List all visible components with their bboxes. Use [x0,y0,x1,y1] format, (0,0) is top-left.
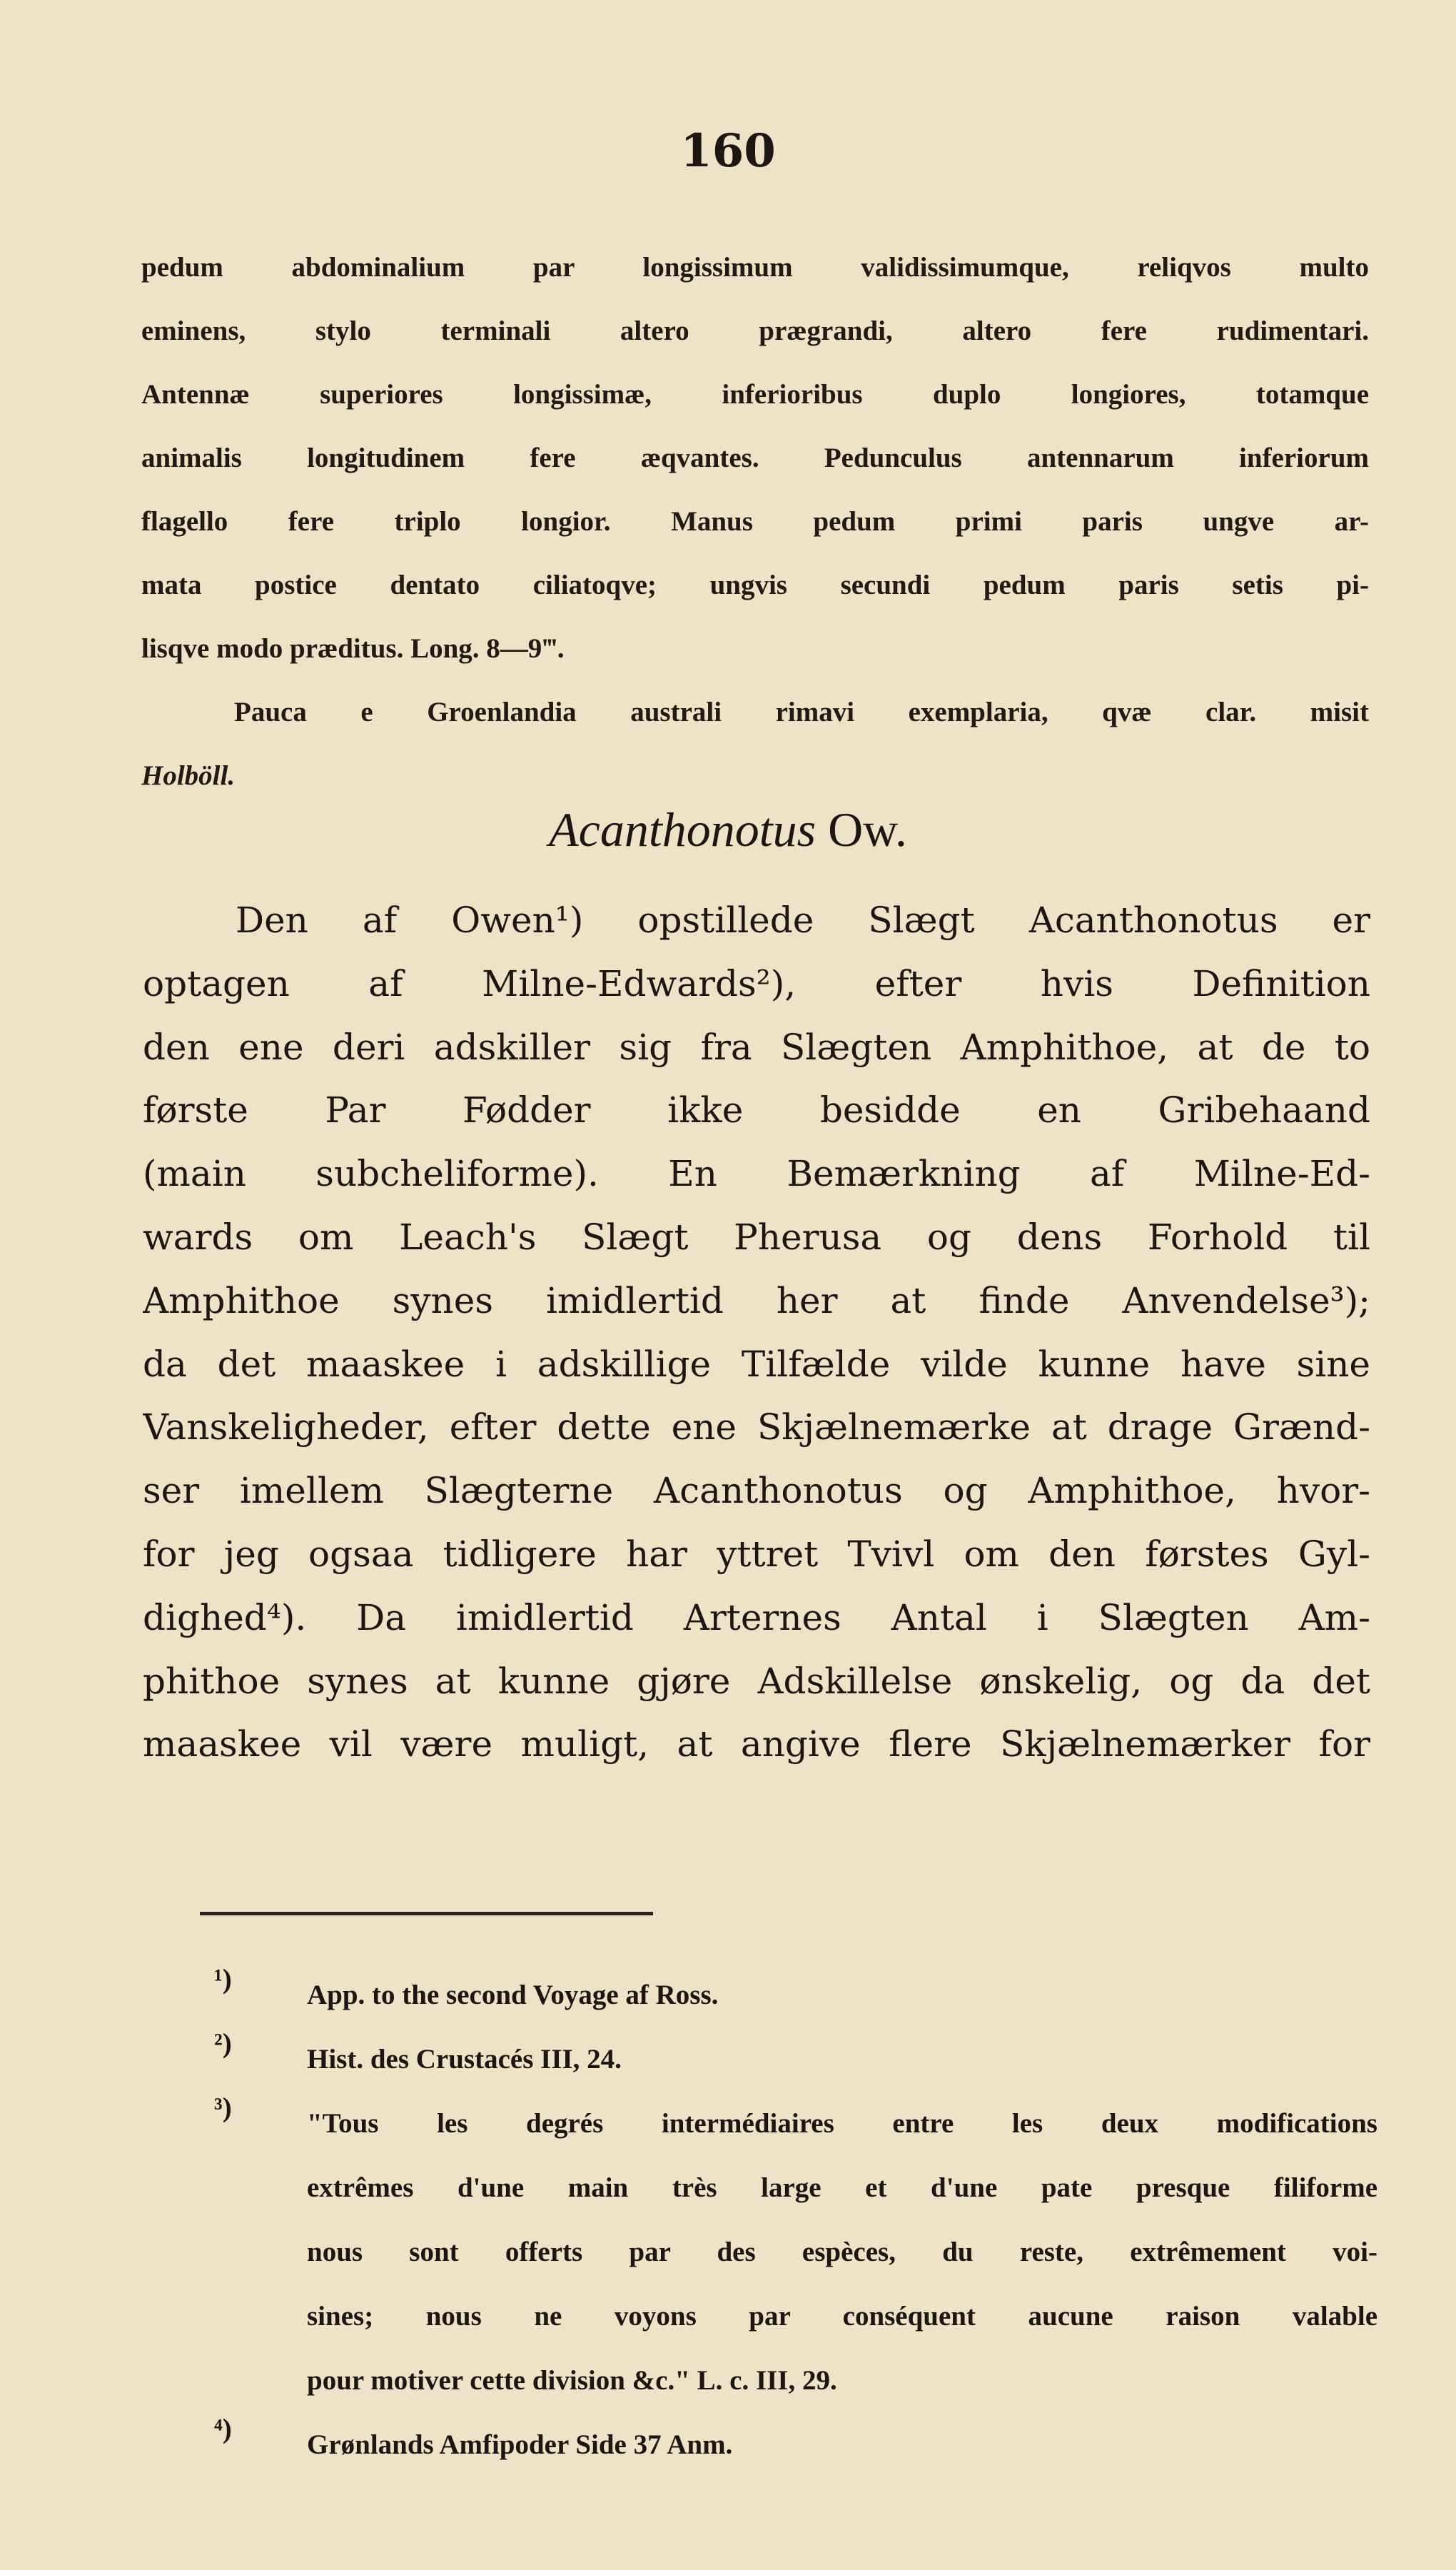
footnote-mark: ¹) [214,1964,232,1995]
section-title-authority: Ow. [828,802,907,857]
footnote-text: pour motiver cette division &c." L. c. III, 29. [307,2365,837,2396]
main-text-line: optagen af Milne-Edwards²), efter hvis Definition [143,962,1370,1004]
footnote-mark: ⁴) [214,2414,232,2444]
footnote-text: "Tous les degrés intermédiaires entre les deux modifications [307,2108,1377,2139]
main-text [143,889,1370,1776]
main-text-line: Amphithoe synes imidlertid her at finde Anvendelse³); [143,1279,1370,1321]
main-text-line: ser imellem Slægterne Acanthonotus og Amphithoe, hvor- [143,1470,1370,1512]
footnote-text: extrêmes d'une main très large et d'une pate presque filiforme [307,2172,1377,2203]
latin-line: eminens, stylo terminali altero prægrandi, altero fere rudimentari. [141,316,1369,346]
latin-line: lisqve modo præditus. Long. 8—9‴. [141,633,565,664]
main-text-line: (main subcheliforme). En Bemærkning af Milne-Ed- [143,1153,1370,1195]
main-text-line: for jeg ogsaa tidligere har yttret Tvivl om den førstes Gyl- [143,1533,1370,1575]
latin-line: Antennæ superiores longissimæ, inferioribus duplo longiores, totamque [141,379,1369,410]
main-text-line: den ene deri adskiller sig fra Slægten Amphithoe, at de to [143,1026,1370,1068]
latin-line: pedum abdominalium par longissimum validissimumque, reliqvos multo [141,252,1369,283]
latin-line: flagello fere triplo longior. Manus pedum primi paris ungve ar- [141,506,1369,537]
footnote-text: Hist. des Crustacés III, 24. [307,2044,622,2075]
footnote-text: sines; nous ne voyons par conséquent aucune raison valable [307,2301,1377,2332]
section-title [0,802,1456,857]
latin-line: mata postice dentato ciliatoqve; ungvis secundi pedum paris setis pi- [141,570,1369,600]
latin-line: animalis longitudinem fere æqvantes. Pedunculus antennarum inferiorum [141,443,1369,473]
footnote-3 [214,2092,1377,2413]
main-text-line: maaskee vil være muligt, at angive flere Skjælnemærker for [143,1723,1370,1765]
footnote-4 [214,2413,1377,2477]
footnote-text: nous sont offerts par des espèces, du reste, extrêmement voi- [307,2237,1377,2267]
main-text-line: Vanskeligheder, efter dette ene Skjælnemærke at drage Grænd- [143,1406,1370,1448]
footnote-divider [200,1912,653,1915]
page-number: 160 [680,124,776,178]
footnote-1 [214,1963,1377,2027]
footnote-mark: ²) [214,2028,232,2059]
footnote-text: Grønlands Amfipoder Side 37 Anm. [307,2429,733,2460]
latin-note-author: Holböll. [141,760,236,791]
latin-note-line: Pauca e Groenlandia australi rimavi exemplaria, qvæ clar. misit [234,697,1369,727]
main-text-line: da det maaskee i adskillige Tilfælde vilde kunne have sine [143,1343,1370,1385]
footnote-mark: ³) [214,2092,232,2123]
footnotes [214,1963,1377,2477]
main-text-line: dighed⁴). Da imidlertid Arternes Antal i Slægten Am- [143,1596,1370,1638]
footnote-text: App. to the second Voyage af Ross. [307,1980,719,2010]
main-text-line: Den af Owen¹) opstillede Slægt Acanthonotus er [236,900,1370,941]
main-text-line: første Par Fødder ikke besidde en Gribehaand [143,1089,1370,1132]
footnote-2 [214,2027,1377,2092]
main-text-line: phithoe synes at kunne gjøre Adskillelse ønskelig, og da det [143,1660,1370,1702]
section-title-genus: Acanthonotus [549,802,817,857]
latin-description [141,236,1369,807]
main-text-line: wards om Leach's Slægt Pherusa og dens Forhold til [143,1216,1370,1258]
